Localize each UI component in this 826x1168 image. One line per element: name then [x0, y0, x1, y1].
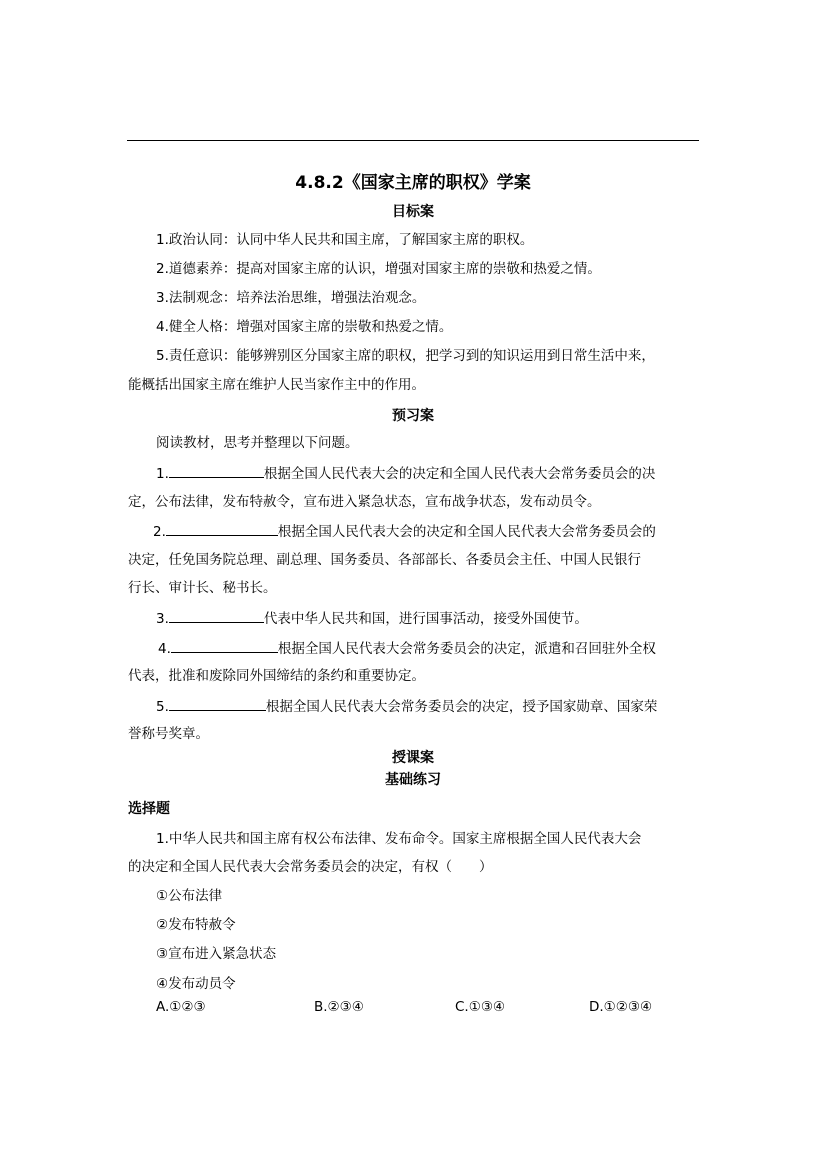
- goal-4: 4.健全人格：增强对国家主席的崇敬和热爱之情。: [156, 319, 453, 335]
- section-basic-heading: 基础练习: [385, 772, 441, 788]
- preview-q3: [156, 609, 588, 628]
- question-1-item-4: ④发布动员令: [156, 976, 236, 992]
- answer-blank-5[interactable]: [169, 697, 266, 711]
- preview-q4-text: 根据全国人民代表大会常务委员会的决定，派遣和召回驻外全权: [277, 641, 656, 657]
- question-1-item-3: ③宣布进入紧急状态: [156, 946, 277, 962]
- answer-blank-2[interactable]: [166, 522, 278, 536]
- choice-heading: 选择题: [128, 801, 170, 817]
- option-c[interactable]: C.①③④: [455, 999, 506, 1015]
- preview-q2: [153, 522, 656, 541]
- option-d[interactable]: D.①②③④: [589, 999, 653, 1015]
- answer-blank-4[interactable]: [171, 639, 278, 653]
- preview-q5: [156, 697, 657, 716]
- question-1-item-1: ①公布法律: [156, 888, 223, 904]
- page-title: 4.8.2《国家主席的职权》学案: [295, 173, 531, 193]
- goal-3: 3.法制观念：培养法治思维，增强法治观念。: [156, 290, 426, 306]
- preview-q3-number: 3.: [156, 611, 169, 627]
- preview-q4-continued: 代表，批准和废除同外国缔结的条约和重要协定。: [128, 668, 425, 684]
- preview-q2-number: 2.: [153, 524, 166, 540]
- preview-q1-number: 1.: [156, 466, 169, 482]
- answer-blank-3[interactable]: [169, 609, 264, 623]
- preview-q4-number: 4.: [158, 641, 171, 657]
- preview-q1: [156, 464, 655, 483]
- section-goals-heading: 目标案: [392, 204, 434, 220]
- preview-q4: [158, 639, 656, 658]
- preview-q1-continued: 定，公布法律，发布特赦令，宣布进入紧急状态，宣布战争状态，发布动员令。: [128, 494, 601, 510]
- question-1-stem: 1.中华人民共和国主席有权公布法律、发布命令。国家主席根据全国人民代表大会: [156, 831, 642, 847]
- goal-2: 2.道德素养：提高对国家主席的认识，增强对国家主席的崇敬和热爱之情。: [156, 261, 601, 277]
- goal-1: 1.政治认同：认同中华人民共和国主席，了解国家主席的职权。: [156, 232, 534, 248]
- preview-q2-text: 根据全国人民代表大会的决定和全国人民代表大会常务委员会的: [277, 524, 656, 540]
- preview-q1-text: 根据全国人民代表大会的决定和全国人民代表大会常务委员会的决: [263, 466, 656, 482]
- preview-q3-text: 代表中华人民共和国，进行国事活动，接受外国使节。: [263, 611, 588, 627]
- section-preview-heading: 预习案: [392, 408, 434, 424]
- preview-q5-continued: 誉称号奖章。: [128, 726, 209, 742]
- preview-q5-text: 根据全国人民代表大会常务委员会的决定，授予国家勋章、国家荣: [265, 699, 658, 715]
- preview-q2-continued: 决定，任免国务院总理、副总理、国务委员、各部部长、各委员会主任、中国人民银行: [128, 552, 641, 568]
- goal-5: 5.责任意识：能够辨别区分国家主席的职权，把学习到的知识运用到日常生活中来，: [156, 348, 655, 364]
- question-1-stem-continued: 的决定和全国人民代表大会常务委员会的决定，有权（ ）: [128, 859, 493, 875]
- option-a[interactable]: A.①②③: [156, 999, 206, 1015]
- question-1-item-2: ②发布特赦令: [156, 917, 236, 933]
- preview-q2-continued-2: 行长、审计长、秘书长。: [128, 580, 277, 596]
- preview-q5-number: 5.: [156, 699, 169, 715]
- option-b[interactable]: B.②③④: [314, 999, 364, 1015]
- preview-intro: 阅读教材，思考并整理以下问题。: [156, 435, 359, 451]
- answer-blank-1[interactable]: [169, 464, 264, 478]
- header-rule: [127, 140, 699, 141]
- goal-5-continued: 能概括出国家主席在维护人民当家作主中的作用。: [128, 377, 425, 393]
- section-teaching-heading: 授课案: [392, 750, 434, 766]
